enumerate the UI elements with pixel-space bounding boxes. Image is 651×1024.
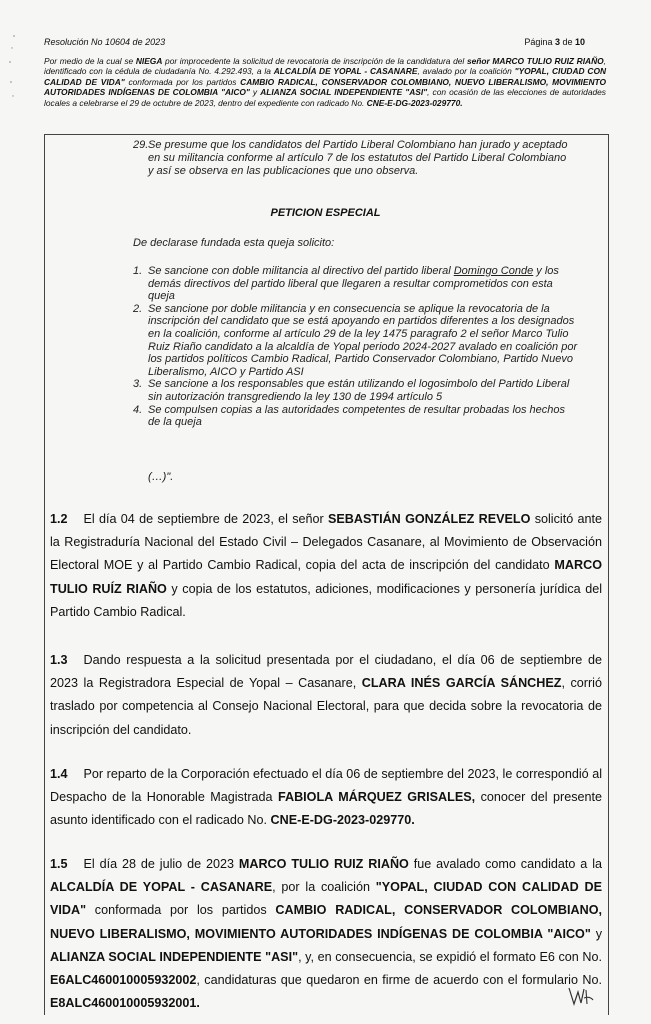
paragraph-text: conocer del presente asunto identificado con el radicado No. (50, 790, 603, 828)
summary-bold: "YOPAL, CIUDAD CON CALIDAD DE VIDA" (44, 66, 607, 87)
paragraph-number: 1.3 (50, 653, 68, 667)
petition-list (133, 265, 578, 429)
item-text: Se sancione con doble militancia al directivo del partido liberal (148, 265, 454, 277)
resolution-number: Resolución No 10604 de 2023 (44, 37, 166, 47)
paragraph-text: fue avalado como candidato a la (408, 857, 602, 871)
paragraph-text: El día 28 de julio de 2023 (83, 857, 239, 871)
paragraph-bold: MARCO TULIO RUIZ RIAÑO (238, 857, 409, 871)
paragraph-1-5 (50, 853, 602, 1015)
page-current: 3 (554, 37, 560, 47)
summary-text: , avalado por la coalición (417, 66, 515, 77)
summary-bold: CNE-E-DG-2023-029770. (366, 97, 463, 108)
paragraph-bold: ALCALDÍA DE YOPAL - CASANARE (50, 880, 273, 895)
summary-bold: NIEGA (135, 56, 163, 66)
paragraph-1-4 (50, 763, 602, 833)
item-number: 3. (133, 378, 143, 391)
paragraph-bold: ALIANZA SOCIAL INDEPENDIENTE "ASI" (50, 949, 299, 964)
item-number: 4. (133, 403, 143, 416)
resolution-summary (44, 56, 606, 108)
page-mid: de (559, 37, 575, 47)
paragraph-bold: FABIOLA MÁRQUEZ GRISALES, (277, 790, 476, 805)
paragraph-number: 1.5 (50, 857, 68, 871)
paragraph-text: Dando respuesta a la solicitud presentada por el ciudadano, el día 06 de septiembre de 2023 la Registradora Especial de Yopal – Casanare, (50, 653, 602, 691)
petition-title: PETICION ESPECIAL (270, 207, 381, 219)
paragraph-1-2 (50, 508, 602, 624)
paragraph-text: Por reparto de la Corporación efectuado el día 06 de septiembre del 2023, le correspondió al Despacho de la Honorable Magistrada (50, 767, 602, 805)
paragraph-text: , candidaturas que quedaron en firme de acuerdo con el formulario No. (196, 973, 602, 988)
paragraph-text: , por la coalición (272, 880, 376, 895)
summary-text: , identificado con la cédula de ciudadanía No. 4.292.493, a la (44, 56, 606, 77)
paragraph-1-3 (50, 649, 602, 742)
paragraph-number: 1.2 (50, 512, 68, 526)
summary-text: , con ocasión de las elecciones de autoridades locales a celebrarse el 29 de octubre de 2023, dentro del expediente con radicado No. (44, 87, 606, 108)
summary-bold: CAMBIO RADICAL, CONSERVADOR COLOMBIANO, NUEVO LIBERALISMO, MOVIMIENTO AUTORIDADES INDÍGENAS DE COLOMBIA "AICO" (44, 76, 606, 98)
summary-text: y (249, 87, 261, 98)
paragraph-bold: SEBASTIÁN GONZÁLEZ REVELO (328, 512, 531, 526)
paragraph-text: conformada por los partidos (86, 903, 276, 918)
paragraph-text: , y, en consecuencia, se expidió el formato E6 con No. (298, 949, 602, 964)
petition-item-1 (133, 265, 578, 303)
summary-bold: ALIANZA SOCIAL INDEPENDIENTE "ASI" (260, 87, 428, 98)
paragraph-number: 1.4 (50, 767, 68, 781)
summary-bold: ALCALDÍA DE YOPAL - CASANARE (273, 66, 418, 77)
summary-text: Por medio de la cual se (44, 56, 136, 66)
item-text: y los demás directivos del partido liberal que llegaren a resultar comprometidos con esta queja (148, 265, 559, 303)
quoted-item-29 (133, 139, 573, 178)
item-text: Se sancione a los responsables que están utilizando el logosimbolo del Partido Liberal sin autorización transgrediendo la ley 130 de 1994 artículo 5 (148, 378, 570, 403)
item-text: Se compulsen copias a las autoridades competentes de resultar probadas los hechos de la queja (148, 403, 566, 429)
paragraph-bold: MARCO TULIO RUÍZ RIAÑO (50, 558, 602, 596)
paragraph-bold: "YOPAL, CIUDAD CON CALIDAD DE VIDA" (50, 880, 602, 918)
paragraph-bold: CAMBIO RADICAL, CONSERVADOR COLOMBIANO, NUEVO LIBERALISMO, MOVIMIENTO AUTORIDADES INDÍGENAS DE COLOMBIA "AICO" (50, 903, 602, 941)
summary-bold: señor MARCO TULIO RUIZ RIAÑO (466, 56, 604, 66)
scan-marks (4, 0, 22, 100)
page-indicator (524, 37, 585, 47)
item-text: Se sancione por doble militancia y en consecuencia se aplique la revocatoria de la inscripción del candidato que se está apoyando en partidos diferentes a los designados en la coalición, conforme al artículo 29 de la ley 1475 paragrafo 2 el señor Marco Tulio Ruiz Riaño candidato a la alcaldía de Yopal periodo 2024-2027 avalado en coalición por los partidos políticos Cambio Radical, Partido Conservador Colombiano, Partido Nuevo Liberalismo, AICO y Partido ASI (148, 302, 578, 378)
paragraph-bold: E6ALC460010005932002 (50, 973, 197, 988)
paragraph-text: y (590, 926, 603, 941)
paragraph-bold: CLARA INÉS GARCÍA SÁNCHEZ (361, 676, 562, 691)
petition-item-4 (133, 404, 578, 429)
item-number: 29. (133, 139, 149, 151)
underlined-name: Domingo Conde (453, 265, 534, 277)
petition-intro: De declarase fundada esta queja solicito: (133, 237, 335, 249)
petition-item-3 (133, 378, 578, 403)
paragraph-text: y copia de los estatutos, adiciones, modificaciones y personería jurídica del Partido Cambio Radical. (50, 581, 603, 619)
handwritten-initials-icon (566, 984, 596, 1008)
item-number: 1. (133, 265, 143, 277)
paragraph-text: solicitó ante la Registraduría Nacional del Estado Civil – Delegados Casanare, al Movimiento de Observación Electoral MOE y al Partido Cambio Radical, copia del acta de inscripción del candidato (50, 512, 602, 573)
summary-text: por improcedente la solicitud de revocatoria de inscripción de la candidatura del (162, 56, 467, 66)
item-number: 2. (133, 302, 143, 315)
quote-end: (…)". (148, 471, 174, 483)
petition-item-2 (133, 303, 578, 379)
paragraph-bold: E8ALC460010005932001. (50, 996, 200, 1011)
page-prefix: Página (524, 37, 555, 47)
paragraph-text: El día 04 de septiembre de 2023, el señor (83, 512, 328, 526)
paragraph-text: , corrió traslado por competencia al Consejo Nacional Electoral, para que decida sobre la revocatoria de inscripción del candidato. (50, 676, 602, 737)
paragraph-bold: CNE-E-DG-2023-029770. (270, 813, 415, 828)
summary-text: conformada por los partidos (124, 76, 241, 87)
page-total: 10 (574, 37, 585, 47)
item-text: Se presume que los candidatos del Partido Liberal Colombiano han jurado y aceptado en su militancia conforme al artículo 7 de los estatutos del Partido Liberal Colombiano y así se observa en las publicaciones que uno observa. (148, 139, 568, 177)
